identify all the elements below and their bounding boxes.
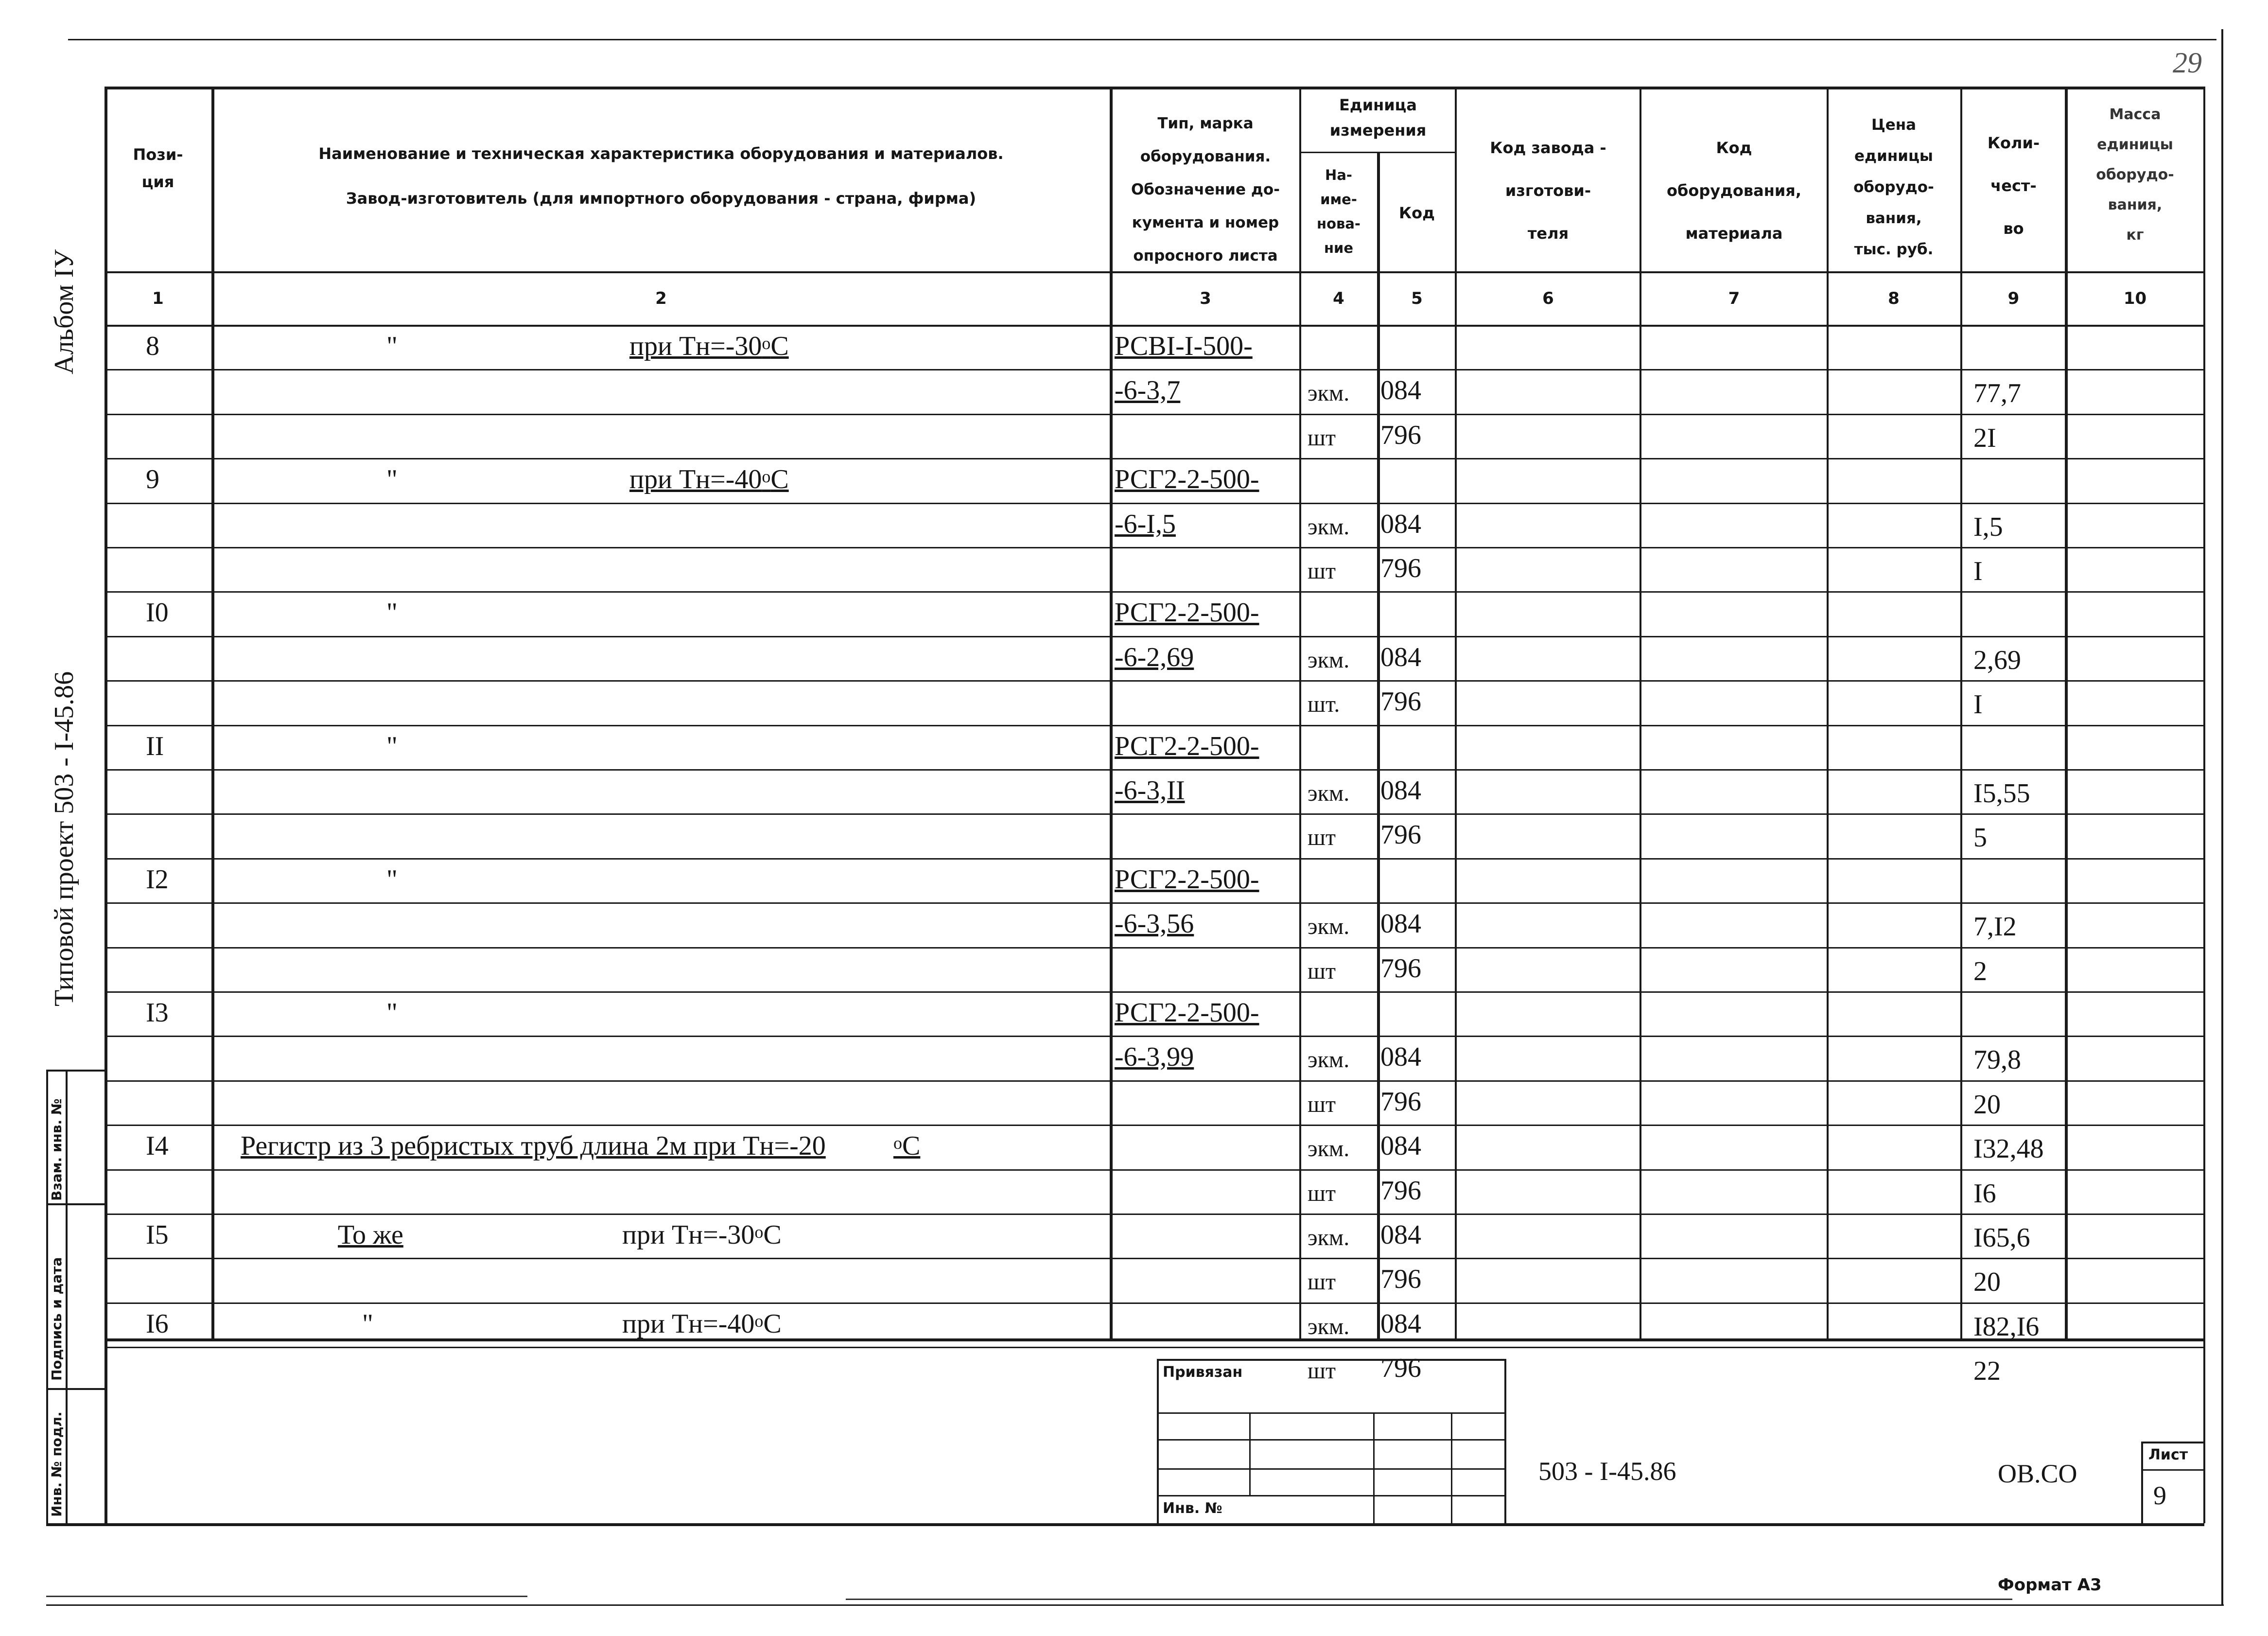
type-cell: -6-3,99 (1115, 1042, 1194, 1072)
quantity-cell: 20 (1973, 1090, 2001, 1120)
condition-cell (629, 465, 789, 494)
quantity-cell: 2 (1973, 956, 1987, 986)
attached-label: Привязан (1163, 1364, 1243, 1381)
stamp-label-signature: Подпись и дата (49, 1257, 65, 1381)
header-equipment-code: Код оборудования, материала (1667, 139, 1801, 243)
unit-name-cell: шт (1308, 825, 1336, 850)
unit-code-cell: 796 (1380, 1176, 1421, 1206)
quantity-cell: I6 (1973, 1179, 1996, 1209)
inventory-label: Инв. № (1163, 1500, 1222, 1517)
row-line (105, 636, 2203, 637)
col-sep-7 (1827, 87, 1829, 1338)
type-cell: РСГ2-2-500- (1115, 998, 1259, 1028)
stamp-strip-sep-1 (46, 1203, 105, 1205)
unit-code-cell: 796 (1380, 820, 1421, 850)
row-line (105, 1169, 2203, 1171)
quantity-cell: 20 (1973, 1267, 2001, 1297)
header-quantity: Коли- чест- во (1987, 134, 2040, 238)
table-right-border (2203, 87, 2205, 1523)
stamp-strip-left (46, 1070, 48, 1523)
colnum-divider (105, 325, 2203, 327)
stamp-label-replace: Взам. инв. № (49, 1098, 65, 1201)
name-cell: " (386, 598, 398, 628)
quantity-cell: 77,7 (1973, 378, 2021, 408)
degree-mark: о (762, 467, 771, 486)
quantity-cell: I (1973, 689, 1983, 720)
body-bottom-border (105, 1338, 2203, 1341)
unit-code-cell: 796 (1380, 1264, 1421, 1294)
quantity-cell: I65,6 (1973, 1223, 2030, 1253)
type-cell: РСГ2-2-500- (1115, 864, 1259, 895)
row-line (105, 414, 2203, 415)
header-unit-code: Код (1399, 204, 1435, 222)
stamp-label-inventory: Инв. № подл. (49, 1411, 65, 1517)
position-cell: I3 (146, 998, 169, 1028)
type-cell: -6-2,69 (1115, 642, 1194, 672)
position-cell: 9 (146, 464, 159, 494)
colnum-7: 7 (1728, 289, 1740, 308)
unit-name-cell: экм. (1308, 1225, 1350, 1250)
quantity-cell: 22 (1973, 1356, 2001, 1386)
sheet-number: 9 (2153, 1481, 2166, 1510)
table-left-border (105, 87, 107, 1523)
quantity-cell: 2,69 (1973, 645, 2021, 675)
unit-code-cell: 084 (1380, 509, 1421, 539)
header-position: Пози- ция (133, 145, 183, 191)
attached-col-2 (1373, 1412, 1375, 1524)
unit-name-cell: шт (1308, 1180, 1336, 1206)
condition-text: при Тн=-30 (629, 331, 762, 361)
unit-name-cell: экм. (1308, 1136, 1350, 1161)
colnum-1: 1 (152, 289, 164, 308)
position-cell: I5 (146, 1220, 169, 1250)
unit-code-cell: 796 (1380, 953, 1421, 984)
footer-line-left (46, 1596, 527, 1597)
footer-line-right (846, 1599, 2012, 1600)
colnum-5: 5 (1411, 289, 1423, 308)
condition-text: при Тн=-40 (629, 464, 762, 494)
stamp-strip-top (46, 1070, 105, 1072)
sheet-label: Лист (2148, 1446, 2188, 1463)
degree-mark: о (762, 334, 771, 353)
colnum-3: 3 (1200, 289, 1211, 308)
unit-code-cell: 796 (1380, 553, 1421, 583)
unit-name-cell: шт (1308, 1091, 1336, 1117)
quantity-cell: I (1973, 556, 1983, 586)
frame-bottom-line (46, 1604, 2224, 1606)
col-sep-9 (2065, 87, 2068, 1338)
type-cell: РСГ2-2-500- (1115, 464, 1259, 494)
table-top-border (105, 87, 2204, 89)
name-cell: " (386, 998, 398, 1028)
unit-code-cell: 796 (1380, 1353, 1421, 1383)
unit-code-cell: 084 (1380, 1309, 1421, 1339)
frame-right-line (2221, 29, 2223, 1604)
row-line (105, 769, 2203, 771)
degree-mark: о (754, 1311, 764, 1331)
header-factory-code: Код завода - изготови- теля (1490, 139, 1606, 243)
unit-code-cell: 084 (1380, 642, 1421, 672)
row-line (105, 1347, 2203, 1348)
degree-mark: о (754, 1222, 764, 1242)
quantity-cell: I32,48 (1973, 1134, 2044, 1164)
position-cell: II (146, 731, 164, 761)
header-unit-group: Единица измерения (1329, 96, 1427, 140)
row-line (105, 547, 2203, 548)
name-cell: Регистр из 3 ребристых труб длина 2м при Тн=-20 (241, 1131, 826, 1161)
row-line (105, 991, 2203, 993)
col-sep-1 (211, 87, 214, 1338)
type-cell: -6-3,II (1115, 775, 1185, 806)
celsius-mark: С (763, 1220, 782, 1250)
col-sep-5 (1455, 87, 1457, 1338)
type-cell: РСВI-I-500- (1115, 331, 1253, 361)
condition-cell (629, 332, 789, 361)
sheet-box-mid (2141, 1469, 2204, 1471)
row-line (105, 503, 2203, 504)
colnum-8: 8 (1888, 289, 1900, 308)
col-sep-6 (1640, 87, 1641, 1338)
unit-name-cell: экм. (1308, 514, 1350, 540)
quantity-cell: I5,55 (1973, 778, 2030, 809)
row-line (105, 1080, 2203, 1082)
unit-name-cell: шт (1308, 558, 1336, 584)
row-line (105, 1125, 2203, 1126)
row-line (105, 680, 2203, 682)
name-cell: " (362, 1309, 373, 1339)
celsius-mark: С (770, 464, 789, 494)
name-cell: " (386, 464, 398, 494)
unit-name-cell: шт (1308, 1269, 1336, 1295)
unit-name-cell: шт (1308, 1358, 1336, 1384)
colnum-10: 10 (2123, 289, 2147, 308)
condition-text: при Тн=-30 (622, 1220, 755, 1250)
name-cell: " (386, 731, 398, 761)
condition-text: при Тн=-40 (622, 1309, 755, 1339)
type-cell: -6-3,7 (1115, 375, 1181, 405)
type-cell: -6-I,5 (1115, 509, 1176, 539)
row-line (105, 1302, 2203, 1304)
colnum-6: 6 (1542, 289, 1554, 308)
name-cell-suffix (893, 1131, 920, 1161)
header-unit-name: На- име- нова- ние (1317, 167, 1361, 256)
degree-mark: о (893, 1133, 902, 1153)
row-line (105, 813, 2203, 815)
header-name: Наименование и техническая характеристика оборудования и материалов. Завод-изготовитель (для импортного оборудования - страна, фирма) (318, 144, 1004, 208)
unit-code-cell: 796 (1380, 1087, 1421, 1117)
position-cell: I2 (146, 864, 169, 895)
album-label: Альбом IУ (49, 249, 79, 374)
frame-top-line (68, 39, 2216, 40)
position-cell: I6 (146, 1309, 169, 1339)
quantity-cell: 79,8 (1973, 1045, 2021, 1075)
unit-code-cell: 796 (1380, 686, 1421, 717)
page-mark: 29 (2173, 47, 2202, 79)
type-cell: РСГ2-2-500- (1115, 598, 1259, 628)
name-cell: То же (338, 1220, 403, 1250)
quantity-cell: I,5 (1973, 512, 2003, 542)
type-cell: РСГ2-2-500- (1115, 731, 1259, 761)
header-mass: Масса единицы оборудо- вания, кг (2096, 106, 2174, 244)
sheet-box-left (2141, 1442, 2143, 1523)
row-line (105, 725, 2203, 726)
unit-name-cell: шт (1308, 958, 1336, 984)
attached-box-left (1157, 1359, 1159, 1524)
unit-name-cell: экм. (1308, 380, 1350, 406)
quantity-cell: 5 (1973, 823, 1987, 853)
stamp-strip-sep-2 (46, 1388, 105, 1390)
position-cell: 8 (146, 331, 159, 361)
attached-box-right (1504, 1359, 1506, 1524)
quantity-cell: 7,I2 (1973, 912, 2017, 942)
celsius-mark: С (902, 1131, 921, 1161)
unit-code-cell: 084 (1380, 375, 1421, 405)
unit-name-cell: экм. (1308, 1047, 1350, 1073)
col-sep-8 (1960, 87, 1962, 1338)
name-cell: " (386, 864, 398, 895)
row-line (105, 947, 2203, 949)
unit-name-cell: экм. (1308, 780, 1350, 806)
colnum-9: 9 (2007, 289, 2020, 308)
row-line (105, 591, 2203, 593)
celsius-mark: С (770, 331, 789, 361)
unit-code-cell: 084 (1380, 909, 1421, 939)
col-sep-2 (1110, 87, 1113, 1338)
row-line (105, 1214, 2203, 1215)
unit-name-cell: шт. (1308, 691, 1340, 717)
col-sep-3 (1299, 87, 1301, 1338)
condition-cell (622, 1220, 782, 1249)
attached-col-1 (1249, 1412, 1251, 1495)
unit-code-cell: 796 (1380, 420, 1421, 450)
row-line (105, 458, 2203, 459)
unit-name-cell: экм. (1308, 1314, 1350, 1339)
row-line (105, 369, 2203, 370)
header-price: Цена единицы оборудо- вания, тыс. руб. (1853, 116, 1934, 258)
unit-name-cell: экм. (1308, 914, 1350, 939)
unit-code-cell: 084 (1380, 1220, 1421, 1250)
header-type: Тип, марка оборудования. Обозначение до- кумента и номер опросного листа (1131, 115, 1280, 264)
unit-name-cell: шт (1308, 425, 1336, 451)
type-cell: -6-3,56 (1115, 909, 1194, 939)
row-line (105, 902, 2203, 904)
project-label: Типовой проект 503 - I-45.86 (49, 671, 79, 1006)
table-bottom-border (46, 1523, 2204, 1526)
row-line (105, 1036, 2203, 1037)
col-sep-4 (1377, 152, 1380, 1338)
stamp-strip-mid (66, 1070, 68, 1523)
position-cell: I4 (146, 1131, 169, 1161)
unit-code-cell: 084 (1380, 1131, 1421, 1161)
row-line (105, 1258, 2203, 1259)
row-line (105, 858, 2203, 860)
unit-code-cell: 084 (1380, 1042, 1421, 1072)
quantity-cell: I82,I6 (1973, 1312, 2040, 1342)
quantity-cell: 2I (1973, 423, 1996, 453)
unit-name-cell: экм. (1308, 647, 1350, 673)
colnum-4: 4 (1333, 289, 1344, 308)
position-cell: I0 (146, 598, 169, 628)
celsius-mark: С (763, 1309, 782, 1339)
unit-code-cell: 084 (1380, 775, 1421, 806)
colnum-2: 2 (655, 289, 667, 308)
condition-cell (622, 1309, 782, 1338)
format-label: Формат А3 (1998, 1575, 2102, 1595)
attached-col-3 (1451, 1412, 1452, 1524)
name-cell: " (386, 331, 398, 361)
attached-box-top (1157, 1359, 1504, 1361)
document-code: 503 - I-45.86 (1538, 1457, 1676, 1486)
section-code: ОВ.СО (1998, 1459, 2077, 1488)
sheet-box-top (2141, 1442, 2204, 1443)
